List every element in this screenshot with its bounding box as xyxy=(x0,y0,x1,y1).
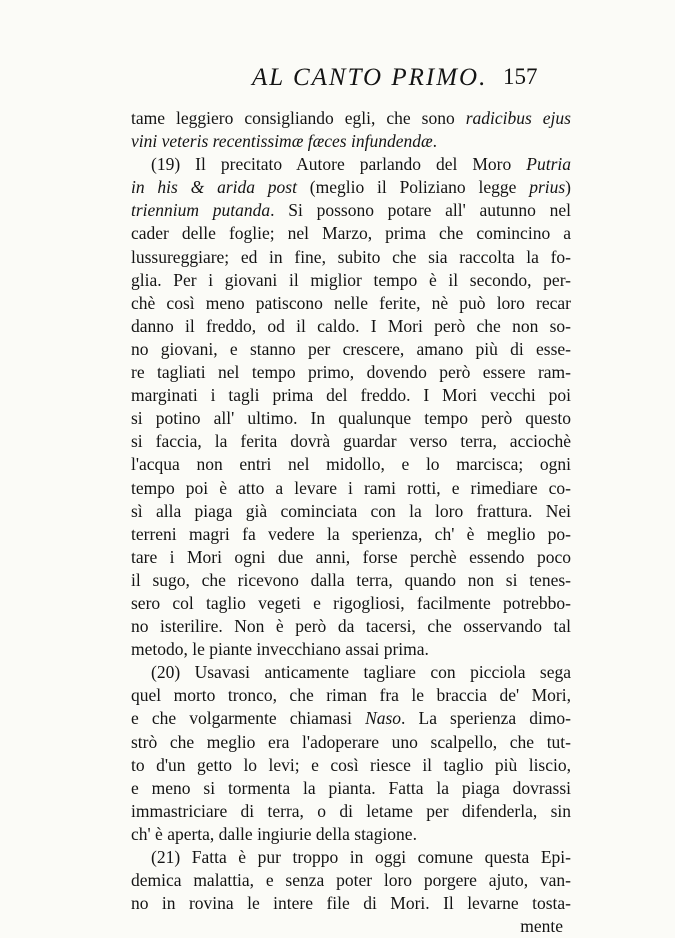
running-title: AL CANTO PRIMO. xyxy=(252,64,488,91)
text-line xyxy=(131,661,571,684)
text-line xyxy=(131,477,571,500)
text-segment: cader delle foglie; nel Marzo, prima che comincino a xyxy=(131,223,571,244)
text-line xyxy=(131,338,571,361)
text-segment: to d'un getto lo levi; e così riesce il taglio più liscio, xyxy=(131,754,571,775)
text-segment: marginati i tagli prima del freddo. I Mori vecchi poi xyxy=(131,385,571,406)
text-segment: . xyxy=(432,131,438,152)
text-segment: . Si possono potare all' autunno nel xyxy=(270,200,572,221)
text-line xyxy=(131,638,571,661)
text-segment: metodo, le piante invecchiano assai prima. xyxy=(131,639,429,660)
text-line xyxy=(131,869,571,892)
text-line xyxy=(131,684,571,707)
text-segment: (19) Il precitato Autore parlando del Moro xyxy=(151,154,527,175)
text-line xyxy=(131,107,571,130)
text-segment: . La sperienza dimo- xyxy=(401,708,572,729)
text-segment: (20) Usavasi anticamente tagliare con picciola sega xyxy=(151,662,571,683)
text-line xyxy=(131,199,571,222)
page-number: 157 xyxy=(503,64,538,89)
text-line xyxy=(131,546,571,569)
text-segment: e che volgarmente chiamasi xyxy=(131,708,366,729)
text-segment: tare i Mori ogni due anni, forse perchè essendo poco xyxy=(131,546,571,567)
text-line xyxy=(131,361,571,384)
text-line xyxy=(131,407,571,430)
text-segment: (21) Fatta è pur troppo in oggi comune questa Epi- xyxy=(151,847,571,867)
text-line xyxy=(131,153,571,176)
text-line xyxy=(131,569,571,592)
text-segment: sero col taglio vegeti e rigogliosi, facilmente potrebbo- xyxy=(131,592,571,613)
text-segment: demica malattia, e senza poter loro porgere ajuto, van- xyxy=(131,870,571,891)
text-line xyxy=(131,777,571,800)
text-segment: si potino all' ultimo. In qualunque tempo però questo xyxy=(131,408,571,429)
text-line xyxy=(131,592,571,615)
text-segment: sì alla piaga già cominciata con la loro frattura. Nei xyxy=(131,500,571,521)
italic-text-segment: vini veteris recentissimæ fæces infundendæ xyxy=(131,131,433,152)
text-segment: tempo poi è atto a levare i rami rotti, e rimediare co- xyxy=(131,477,571,498)
text-segment: no in rovina le intere file di Mori. Il levarne tosta- xyxy=(131,893,571,914)
text-segment: re tagliati nel tempo primo, dovendo però essere ram- xyxy=(131,362,571,383)
text-line xyxy=(131,823,571,846)
text-line xyxy=(131,292,571,315)
text-segment: chè così meno patiscono nelle ferite, nè può loro recar xyxy=(131,292,571,313)
text-segment: danno il freddo, od il caldo. I Mori però che non so- xyxy=(131,315,571,336)
text-line xyxy=(131,269,571,292)
text-line xyxy=(131,222,571,245)
page-header xyxy=(250,62,550,96)
text-line xyxy=(131,500,571,523)
text-line xyxy=(131,430,571,453)
text-segment: (meglio il Poliziano legge xyxy=(296,177,530,198)
text-segment: tame leggiero consigliando egli, che sono xyxy=(131,108,466,128)
text-line xyxy=(131,453,571,476)
text-line xyxy=(131,731,571,754)
text-line xyxy=(131,523,571,546)
text-line xyxy=(131,615,571,638)
italic-text-segment: in his & arida post xyxy=(131,177,297,198)
italic-text-segment: Putria xyxy=(526,154,571,175)
text-segment: quel morto tronco, che riman fra le braccia de' Mori, xyxy=(131,685,571,706)
text-line xyxy=(131,800,571,823)
text-line xyxy=(131,892,571,915)
italic-text-segment: triennium putanda xyxy=(131,200,271,221)
text-segment: l'acqua non entri nel midollo, e lo marcisca; ogni xyxy=(131,454,571,475)
text-segment: strò che meglio era l'adoperare uno scalpello, che tut- xyxy=(131,731,571,752)
text-line xyxy=(131,176,571,199)
text-segment: ) xyxy=(565,177,571,198)
text-segment: no isterilire. Non è però da tacersi, che osservando tal xyxy=(131,616,571,637)
catchword: mente xyxy=(520,916,563,937)
text-segment: no giovani, e stanno per crescere, amano più di esse- xyxy=(131,338,571,359)
text-line xyxy=(131,754,571,777)
text-line xyxy=(131,315,571,338)
text-line xyxy=(131,130,571,153)
text-segment: si faccia, la ferita dovrà guardar verso terra, acciochè xyxy=(131,431,571,452)
italic-text-segment: Naso xyxy=(365,708,402,729)
text-line xyxy=(131,246,571,269)
text-segment: ch' è aperta, dalle ingiurie della stagione. xyxy=(131,823,417,844)
text-segment: terreni magri fa vedere la sperienza, ch' è meglio po- xyxy=(131,523,571,544)
italic-text-segment: prius xyxy=(529,177,566,198)
text-line xyxy=(131,846,571,869)
text-segment: e meno si tormenta la pianta. Fatta la piaga dovrassi xyxy=(131,777,571,798)
text-segment: immastriciare di terra, o di letame per difenderla, sin xyxy=(131,800,571,821)
text-segment: il sugo, che ricevono dalla terra, quando non si tenes- xyxy=(131,569,571,590)
text-segment: glia. Per i giovani il miglior tempo è il secondo, per- xyxy=(131,269,571,290)
body-text xyxy=(131,107,571,938)
text-segment: lussureggiare; ed in fine, subito che sia raccolta la fo- xyxy=(131,246,571,267)
text-line xyxy=(131,384,571,407)
italic-text-segment: radicibus ejus xyxy=(465,108,571,128)
text-line xyxy=(131,707,571,730)
